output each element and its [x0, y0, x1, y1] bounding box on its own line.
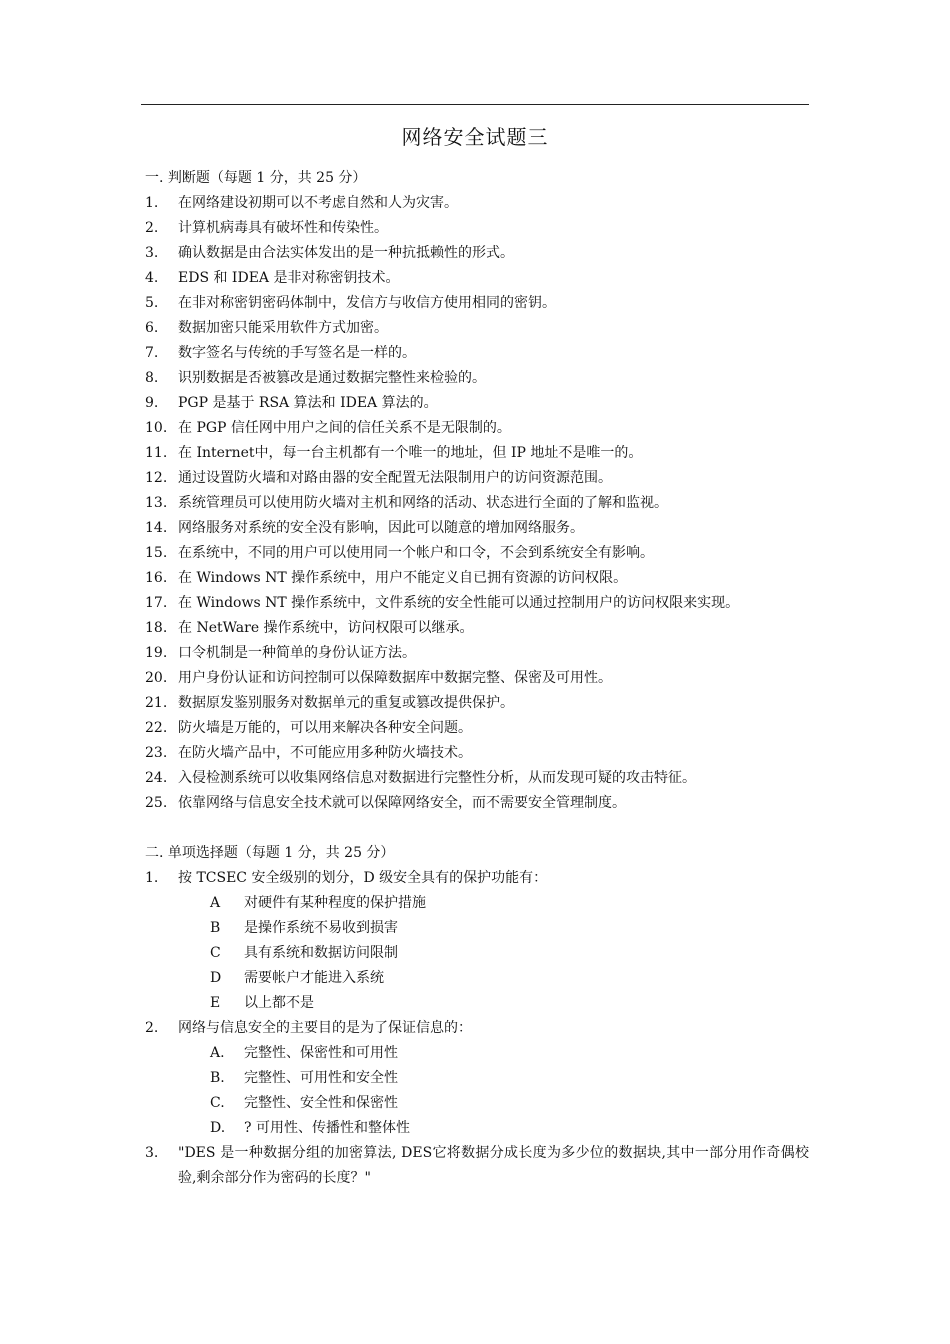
option-key: C: [210, 945, 221, 961]
answer-option: [145, 1116, 809, 1141]
option-key: A: [210, 895, 221, 911]
option-key: B: [210, 920, 221, 936]
question-number: 14.: [145, 520, 168, 536]
option-text: 对硬件有某种程度的保护措施: [244, 895, 426, 911]
choice-question: [145, 866, 809, 891]
question-text: 在 Windows NT 操作系统中，用户不能定义自已拥有资源的访问权限。: [178, 570, 628, 586]
option-text: 完整性、保密性和可用性: [244, 1045, 398, 1061]
question-text: 在非对称密钥密码体制中，发信方与收信方使用相同的密钥。: [178, 295, 556, 311]
option-text: 完整性、可用性和安全性: [244, 1070, 398, 1086]
question-text: 按 TCSEC 安全级别的划分，D 级安全具有的保护功能有：: [178, 870, 548, 886]
option-key: C.: [210, 1095, 225, 1111]
question-number: 7.: [145, 345, 159, 361]
question-number: 16.: [145, 570, 168, 586]
question-number: 6.: [145, 320, 159, 336]
question-text: 数据加密只能采用软件方式加密。: [178, 320, 388, 336]
question-number: 18.: [145, 620, 168, 636]
question-text: 依靠网络与信息安全技术就可以保障网络安全，而不需要安全管理制度。: [178, 795, 626, 811]
question-text: 在网络建设初期可以不考虑自然和人为灾害。: [178, 195, 458, 211]
section-gap: [145, 816, 809, 841]
section2-list: [145, 866, 809, 1191]
question-item: [145, 491, 809, 516]
option-text: ? 可用性、传播性和整体性: [244, 1120, 410, 1136]
option-text: 完整性、安全性和保密性: [244, 1095, 398, 1111]
answer-option: [145, 991, 809, 1016]
question-text: 在 PGP 信任网中用户之间的信任关系不是无限制的。: [178, 420, 511, 436]
question-number: 19.: [145, 645, 168, 661]
question-item: [145, 366, 809, 391]
question-number: 1.: [145, 195, 159, 211]
question-number: 10.: [145, 420, 168, 436]
question-item: [145, 691, 809, 716]
question-item: [145, 466, 809, 491]
question-text: 在 Internet中，每一台主机都有一个唯一的地址，但 IP 地址不是唯一的。: [178, 445, 643, 461]
question-number: 23.: [145, 745, 168, 761]
question-item: [145, 541, 809, 566]
question-text: 数字签名与传统的手写签名是一样的。: [178, 345, 416, 361]
question-item: [145, 391, 809, 416]
question-text: 确认数据是由合法实体发出的是一种抗抵赖性的形式。: [178, 245, 514, 261]
answer-option: [145, 1091, 809, 1116]
question-number: 21.: [145, 695, 168, 711]
question-text: 用户身份认证和访问控制可以保障数据库中数据完整、保密及可用性。: [178, 670, 612, 686]
option-key: E: [210, 995, 221, 1011]
question-text: 在 NetWare 操作系统中，访问权限可以继承。: [178, 620, 474, 636]
section1-list: [145, 191, 809, 816]
question-text: 网络服务对系统的安全没有影响，因此可以随意的增加网络服务。: [178, 520, 584, 536]
question-number: 20.: [145, 670, 168, 686]
choice-question: [145, 1016, 809, 1041]
option-text: 需要帐户才能进入系统: [244, 970, 384, 986]
question-item: [145, 791, 809, 816]
question-number: 9.: [145, 395, 159, 411]
question-item: [145, 616, 809, 641]
choice-question: [145, 1141, 809, 1191]
option-key: A.: [210, 1045, 225, 1061]
question-item: [145, 566, 809, 591]
option-key: D.: [210, 1120, 226, 1136]
question-number: 4.: [145, 270, 159, 286]
question-number: 12.: [145, 470, 168, 486]
question-number: 1.: [145, 870, 159, 886]
answer-option: [145, 941, 809, 966]
question-text: 在 Windows NT 操作系统中，文件系统的安全性能可以通过控制用户的访问权限来实现。: [178, 595, 740, 611]
question-item: [145, 341, 809, 366]
header-rule: [141, 104, 809, 105]
question-item: [145, 291, 809, 316]
answer-option: [145, 891, 809, 916]
question-text: 口令机制是一种简单的身份认证方法。: [178, 645, 416, 661]
question-text: 在系统中，不同的用户可以使用同一个帐户和口令，不会到系统安全有影响。: [178, 545, 654, 561]
question-item: [145, 316, 809, 341]
question-text: 网络与信息安全的主要目的是为了保证信息的：: [178, 1020, 472, 1036]
answer-option: [145, 1041, 809, 1066]
question-item: [145, 216, 809, 241]
question-text: 防火墙是万能的，可以用来解决各种安全问题。: [178, 720, 472, 736]
option-text: 具有系统和数据访问限制: [244, 945, 398, 961]
question-text: 计算机病毒具有破坏性和传染性。: [178, 220, 388, 236]
question-item: [145, 241, 809, 266]
question-item: [145, 416, 809, 441]
question-number: 13.: [145, 495, 168, 511]
question-item: [145, 741, 809, 766]
question-text: 识别数据是否被篡改是通过数据完整性来检验的。: [178, 370, 486, 386]
question-number: 3.: [145, 1145, 159, 1161]
question-text: EDS 和 IDEA 是非对称密钥技术。: [178, 270, 400, 286]
question-text: 通过设置防火墙和对路由器的安全配置无法限制用户的访问资源范围。: [178, 470, 612, 486]
question-number: 24.: [145, 770, 168, 786]
question-item: [145, 591, 809, 616]
question-number: 11.: [145, 445, 168, 461]
question-item: [145, 516, 809, 541]
question-item: [145, 666, 809, 691]
question-text: 数据原发鉴别服务对数据单元的重复或篡改提供保护。: [178, 695, 514, 711]
question-number: 5.: [145, 295, 159, 311]
question-number: 2.: [145, 1020, 159, 1036]
question-number: 3.: [145, 245, 159, 261]
question-item: [145, 441, 809, 466]
answer-option: [145, 966, 809, 991]
question-number: 22.: [145, 720, 168, 736]
question-item: [145, 191, 809, 216]
option-key: D: [210, 970, 222, 986]
page-title: 网络安全试题三: [401, 125, 549, 149]
answer-option: [145, 916, 809, 941]
question-number: 17.: [145, 595, 168, 611]
question-item: [145, 766, 809, 791]
option-key: B.: [210, 1070, 225, 1086]
question-text: 入侵检测系统可以收集网络信息对数据进行完整性分析，从而发现可疑的攻击特征。: [178, 770, 696, 786]
question-number: 2.: [145, 220, 159, 236]
question-number: 8.: [145, 370, 159, 386]
answer-option: [145, 1066, 809, 1091]
section2-heading: 二. 单项选择题（每题 1 分，共 25 分）: [145, 845, 395, 861]
question-number: 15.: [145, 545, 168, 561]
document-body: [145, 166, 809, 1191]
question-text: 在防火墙产品中，不可能应用多种防火墙技术。: [178, 745, 472, 761]
question-text: 系统管理员可以使用防火墙对主机和网络的活动、状态进行全面的了解和监视。: [178, 495, 668, 511]
section1-heading: 一. 判断题（每题 1 分，共 25 分）: [145, 170, 367, 186]
question-text: PGP 是基于 RSA 算法和 IDEA 算法的。: [178, 395, 438, 411]
question-item: [145, 716, 809, 741]
option-text: 是操作系统不易收到损害: [244, 920, 398, 936]
option-text: 以上都不是: [244, 995, 314, 1011]
question-item: [145, 266, 809, 291]
question-item: [145, 641, 809, 666]
question-number: 25.: [145, 795, 168, 811]
question-text: "DES 是一种数据分组的加密算法, DES它将数据分成长度为多少位的数据块,其中一部分用作奇偶校验,剩余部分作为密码的长度？": [178, 1145, 809, 1186]
